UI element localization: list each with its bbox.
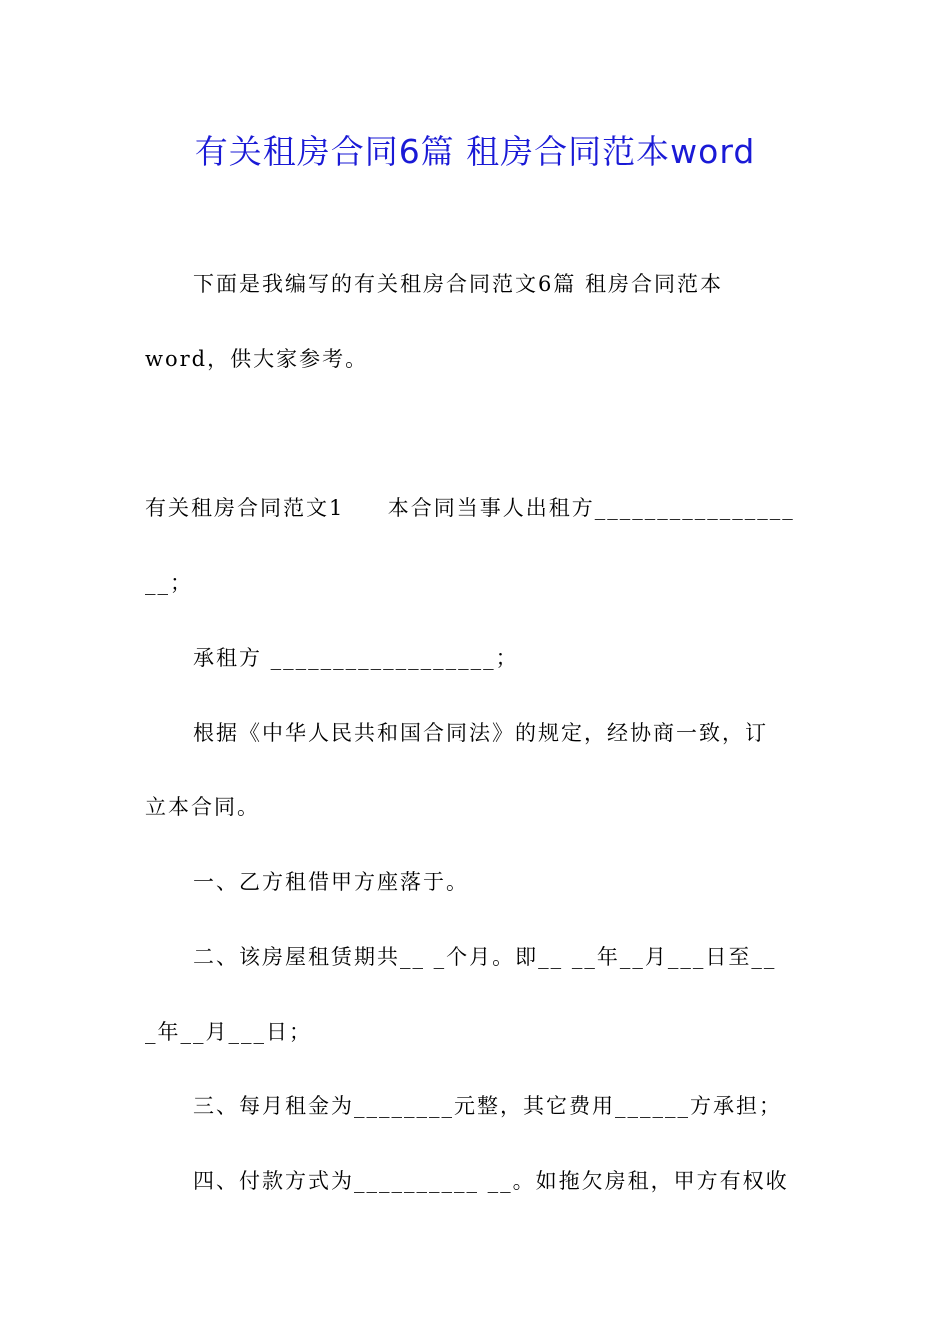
clause-1: 一、乙方租借甲方座落于。 xyxy=(193,870,469,894)
tenant-line: 承租方 __________________； xyxy=(193,646,519,670)
document-title: 有关租房合同6篇 租房合同范本word xyxy=(194,132,756,171)
section-heading-line-1: 有关租房合同范文1 本合同当事人出租方________________ xyxy=(145,496,795,520)
clause-4: 四、付款方式为__________ __。如拖欠房租，甲方有权收 xyxy=(193,1169,789,1193)
clause-2-line-2: _年__月___日； xyxy=(145,1020,312,1044)
section-heading-line-2: __； xyxy=(145,571,193,595)
clause-2-line-1: 二、该房屋租赁期共__ _个月。即__ __年__月___日至__ xyxy=(193,945,777,969)
intro-line-2: word，供大家参考。 xyxy=(145,347,369,371)
basis-line-1: 根据《中华人民共和国合同法》的规定，经协商一致，订 xyxy=(193,721,768,745)
clause-3: 三、每月租金为________元整，其它费用______方承担； xyxy=(193,1094,782,1118)
basis-line-2: 立本合同。 xyxy=(145,795,260,819)
intro-line-1: 下面是我编写的有关租房合同范文6篇 租房合同范本 xyxy=(193,272,724,296)
